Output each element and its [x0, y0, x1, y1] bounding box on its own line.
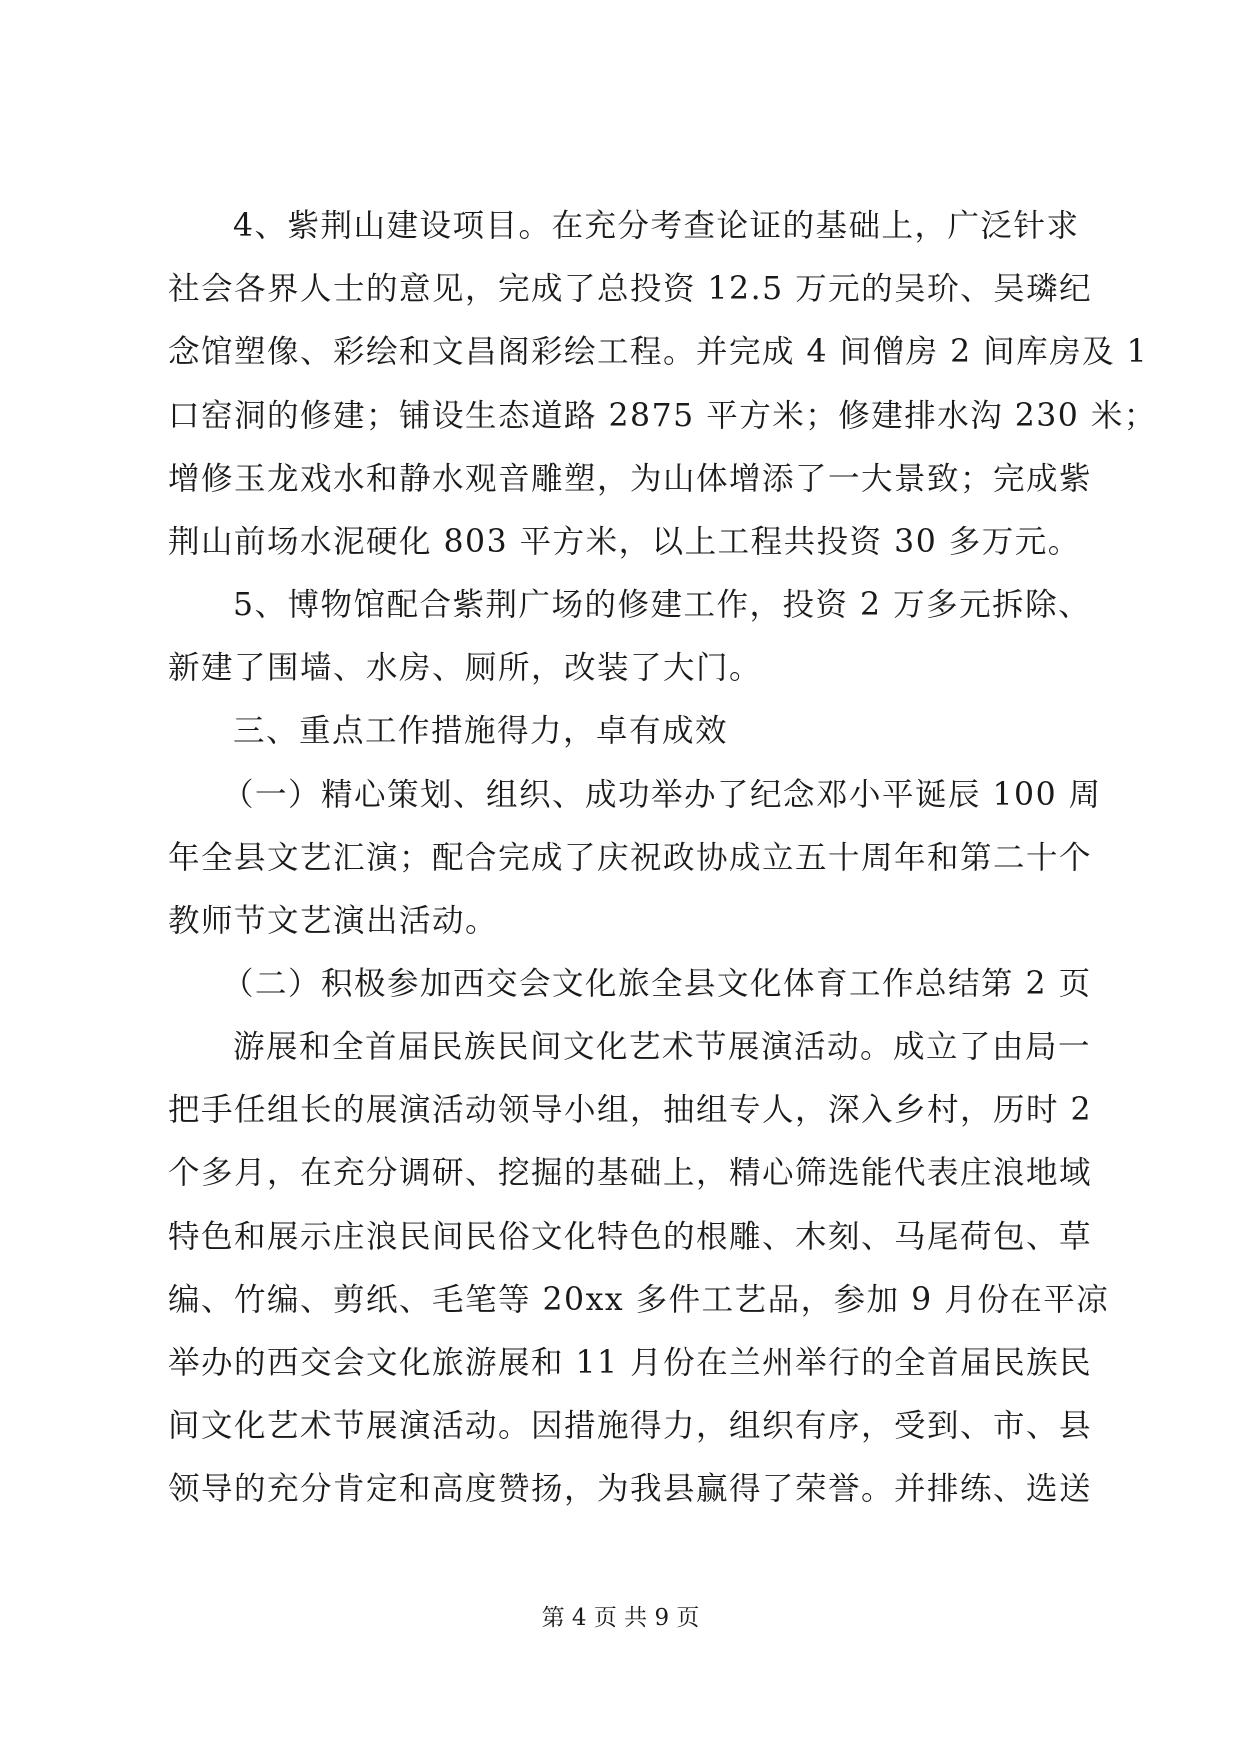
section-heading: 三、重点工作措施得力，卓有成效 — [233, 713, 729, 749]
text-line: 游展和全首届民族民间文化艺术节展演活动。成立了由局一 — [233, 1029, 1092, 1065]
text-line: 个多月，在充分调研、挖掘的基础上，精心筛选能代表庄浪地域 — [168, 1155, 1093, 1191]
text-line: 间文化艺术节展演活动。因措施得力，组织有序，受到、市、县 — [168, 1408, 1093, 1444]
text-line: 新建了围墙、水房、厕所，改装了大门。 — [168, 650, 763, 686]
text-line: （二）积极参加西交会文化旅全县文化体育工作总结第 2 页 — [222, 966, 1092, 1002]
text-line: 增修玉龙戏水和静水观音雕塑，为山体增添了一大景致；完成紫 — [168, 461, 1093, 497]
text-line: 年全县文艺汇演；配合完成了庆祝政协成立五十周年和第二十个 — [168, 840, 1093, 876]
page-number-footer: 第 4 页 共 9 页 — [541, 1605, 700, 1631]
text-line: 教师节文艺演出活动。 — [168, 903, 499, 939]
text-line: 举办的西交会文化旅游展和 11 月份在兰州举行的全首届民族民 — [168, 1345, 1093, 1381]
text-line: 荆山前场水泥硬化 803 平方米，以上工程共投资 30 多万元。 — [168, 524, 1081, 560]
text-line: 口窑洞的修建；铺设生态道路 2875 平方米；修建排水沟 230 米； — [168, 398, 1157, 434]
text-line: 4、紫荆山建设项目。在充分考查论证的基础上，广泛针求 — [233, 208, 1080, 244]
text-line: 领导的充分肯定和高度赞扬，为我县赢得了荣誉。并排练、选送 — [168, 1471, 1093, 1507]
text-line: 把手任组长的展演活动领导小组，抽组专人，深入乡村，历时 2 — [168, 1092, 1093, 1128]
text-line: 念馆塑像、彩绘和文昌阁彩绘工程。并完成 4 间僧房 2 间库房及 1 — [168, 334, 1149, 370]
text-line: 编、竹编、剪纸、毛笔等 20xx 多件工艺品，参加 9 月份在平凉 — [168, 1282, 1110, 1318]
text-line: 5、博物馆配合紫荆广场的修建工作，投资 2 万多元拆除、 — [233, 587, 1092, 623]
text-line: 社会各界人士的意见，完成了总投资 12.5 万元的吴玠、吴璘纪 — [168, 271, 1093, 307]
text-line: 特色和展示庄浪民间民俗文化特色的根雕、木刻、马尾荷包、草 — [168, 1219, 1093, 1255]
text-line: （一）精心策划、组织、成功举办了纪念邓小平诞辰 100 周 — [222, 777, 1102, 813]
